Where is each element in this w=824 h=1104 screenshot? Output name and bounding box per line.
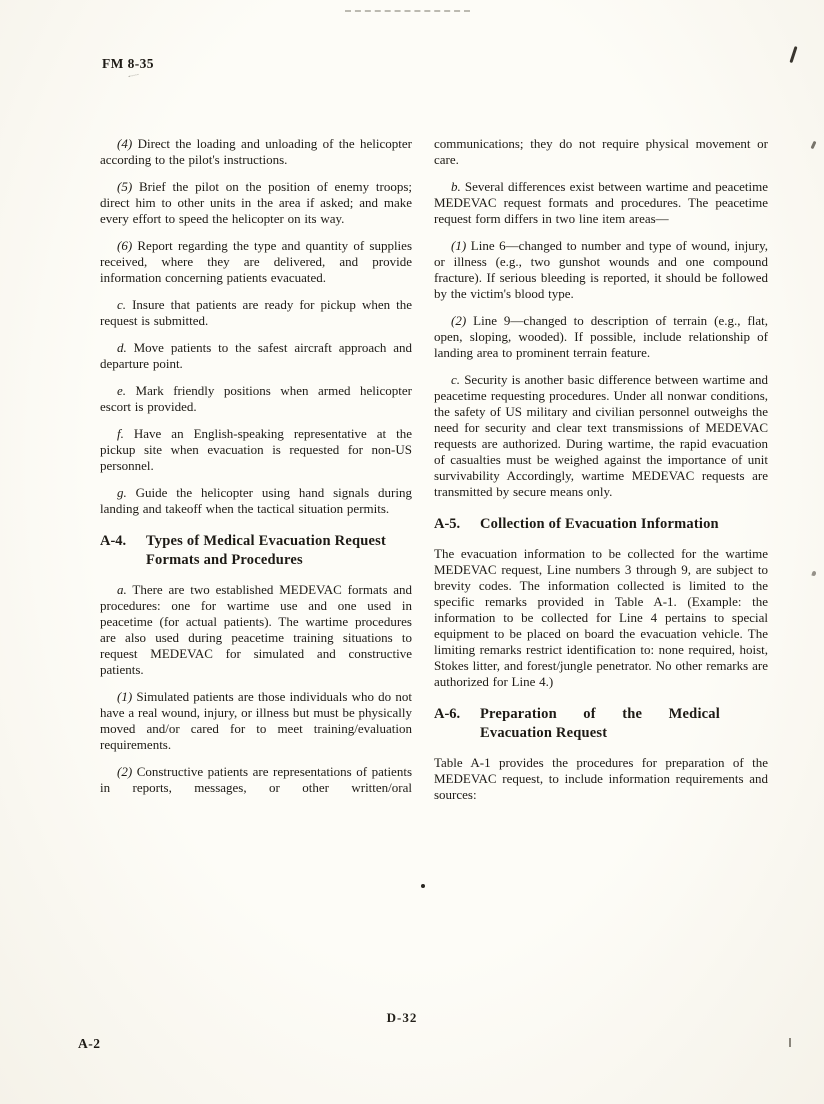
para-text: Move patients to the safest aircraft approach and departure point. [100,340,412,371]
para-label: (1) [117,689,133,704]
para-label: (2) [451,313,467,328]
para-label: b. [451,179,461,194]
para-text: Report regarding the type and quantity of supplies received, where they are delivered, and provide information concerning patients evacuated. [100,238,413,285]
para-text: Security is another basic difference between wartime and peacetime requesting procedures. Under all nonwar conditions, the safety of US military and civilian personnel outweighs the need for security and clear text transmissions of MEDEVAC requests are authorized. During wartime, the rapid evacuation of casualties must be weighed against the importance of unit survivability Accordingly, wartime MEDEVAC requests are transmitted by secure means only. [434,372,769,499]
paragraph [434,238,768,302]
section-heading-a6 [434,705,768,743]
para-text: Have an English-speaking representative at the pickup site when evacuation is requested for non-US personnel. [100,426,412,473]
para-label: (4) [117,136,133,151]
para-text: Line 9—changed to description of terrain (e.g., flat, open, sloping, wooded). If possible, include relationship of landing area to prominent terrain feature. [434,313,769,360]
paragraph [100,383,412,415]
paragraph [100,764,412,796]
para-label: e. [117,383,127,398]
para-text: Line 6—changed to number and type of wound, injury, or illness (e.g., two gunshot wounds and one compound fracture). If serious bleeding is reported, it should be followed by the victim's blood type. [434,238,768,301]
para-text: There are two established MEDEVAC formats and procedures: one for wartime use and one used in peacetime (for actual patients). The wartime procedures are also used during peacetime training situations to request MEDEVAC for simulated and constructive patients. [100,582,413,677]
section-heading-a5 [434,515,768,534]
paragraph [434,372,768,500]
paragraph [100,689,412,753]
section-heading-a4 [100,532,412,570]
para-text: Table A-1 provides the procedures for preparation of the MEDEVAC request, to include information requirements and sources: [434,755,768,802]
para-label: (6) [117,238,133,253]
paragraph [434,546,768,690]
paragraph [100,179,412,227]
para-text: Insure that patients are ready for pickup when the request is submitted. [100,297,413,328]
paragraph [100,136,412,168]
section-number: A-4. [100,533,127,549]
para-label: g. [117,485,127,500]
para-text: communications; they do not require physical movement or care. [434,136,768,167]
scan-artifact-mark [789,1038,791,1047]
page-number-left: A-2 [78,1036,101,1051]
scan-artifact-pen-stroke [789,46,797,63]
section-number: A-5. [434,516,461,532]
paragraph [100,582,412,678]
section-title: Collection of Evacuation Information [480,516,719,532]
paragraph-continuation [434,136,768,168]
para-text: Guide the helicopter using hand signals during landing and takeoff when the tactical situation permits. [100,485,412,516]
para-text: Direct the loading and unloading of the helicopter according to the pilot's instructions. [100,136,413,167]
para-label: (5) [117,179,133,194]
section-number: A-6. [434,706,461,722]
para-label: c. [117,297,127,312]
page-number-center: D-32 [386,1010,418,1025]
para-label: c. [451,372,461,387]
section-title: Preparation of the Medical Evacuation Request [480,706,720,741]
scan-artifact-mark [811,141,817,150]
paragraph [100,340,412,372]
para-text: Constructive patients are representations of patients in reports, messages, or other written/oral [100,764,413,795]
two-column-body [100,136,768,814]
paragraph [434,755,768,803]
para-label: (1) [451,238,467,253]
para-text: Several differences exist between wartime and peacetime MEDEVAC request formats and procedures. The peacetime request form differs in two line item areas— [434,179,768,226]
paragraph [100,238,412,286]
paragraph [434,313,768,361]
para-label: d. [117,340,127,355]
paragraph [100,426,412,474]
section-title: Types of Medical Evacuation Request Formats and Procedures [146,533,386,568]
para-label: a. [117,582,127,597]
para-text: The evacuation information to be collected for the wartime MEDEVAC request, Line numbers 3 through 9, are subject to brevity codes. The information collected is limited to the specific remarks provided in Table A-1. (Example: the information to be collected for Line 4 pertains to special equipment to be placed on board the evacuation vehicle. The limiting remarks restrict identification to: none required, hoist, Stokes litter, and forest/jungle penetrator. No other remarks are authorized for Line 4.) [434,546,768,689]
doc-id: FM 8-35 [102,56,154,71]
right-column [434,136,768,814]
para-text: Simulated patients are those individuals who do not have a real wound, injury, or illness but must be physically moved and/or cared for to meet training/evaluation requirements. [100,689,412,752]
para-label: (2) [117,764,133,779]
paragraph [100,297,412,329]
paragraph [434,179,768,227]
scan-artifact-dashes [345,10,470,12]
paragraph [100,485,412,517]
para-text: Brief the pilot on the position of enemy troops; direct him to other units in the area if asked; and make every effort to speed the helicopter on its way. [100,179,412,226]
scan-artifact-dot [421,884,425,888]
para-text: Mark friendly positions when armed helicopter escort is provided. [100,383,412,414]
left-column [100,136,412,814]
scan-artifact-mark [811,571,816,577]
para-label: f. [117,426,124,441]
